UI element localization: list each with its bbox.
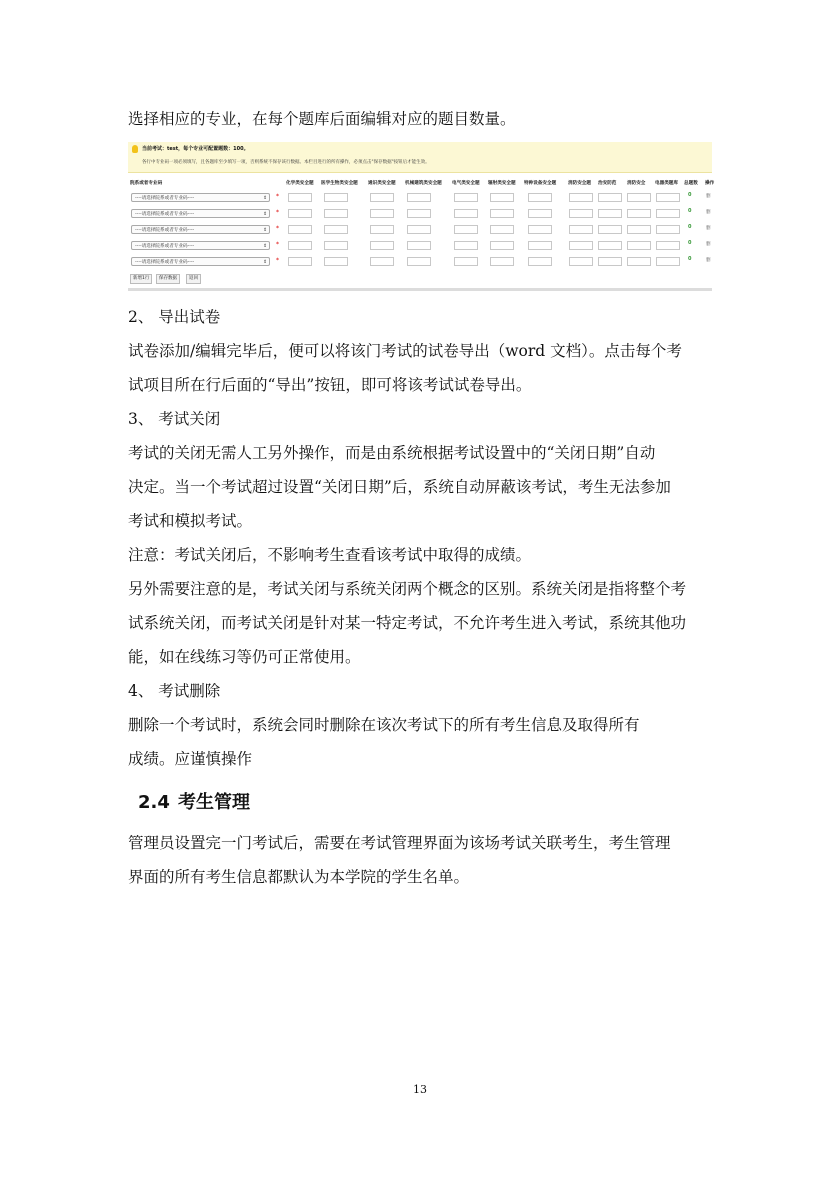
row-total: 0: [688, 192, 692, 198]
header-col: 通识类安全题: [368, 181, 396, 186]
note-line: 注意：考试关闭后，不影响考生查看该考试中取得的成绩。: [128, 546, 532, 564]
count-input[interactable]: [324, 193, 348, 202]
table-row: [128, 192, 712, 205]
body-line: 决定。当一个考试超过设置“关闭日期”后，系统自动屏蔽该考试，考生无法参加: [128, 478, 671, 496]
count-input[interactable]: [627, 193, 651, 202]
header-col: 化学类安全题: [286, 181, 314, 186]
header-col: 消防安全: [627, 181, 646, 186]
question-config-screenshot: [128, 142, 715, 291]
count-input[interactable]: [569, 209, 593, 218]
section-heading-student-management: [138, 788, 250, 814]
required-mark: *: [276, 225, 279, 232]
notice-banner: [128, 142, 712, 173]
table-row: [128, 208, 712, 221]
required-mark: *: [276, 209, 279, 216]
count-input[interactable]: [324, 225, 348, 234]
header-col: 操作: [705, 181, 715, 186]
major-select[interactable]: ----请选择院系或者专业码---- ⇕: [131, 209, 270, 218]
table-row: [128, 256, 712, 269]
required-mark: *: [276, 257, 279, 264]
count-input[interactable]: [370, 241, 394, 250]
count-input[interactable]: [324, 257, 348, 266]
count-input[interactable]: [627, 209, 651, 218]
body-line: 试项目所在行后面的“导出”按钮，即可将该考试试卷导出。: [128, 376, 532, 394]
table-row: [128, 240, 712, 253]
header-col: 辐射类安全题: [488, 181, 516, 186]
count-input[interactable]: [598, 225, 622, 234]
row-total: 0: [688, 240, 692, 246]
major-select[interactable]: ----请选择院系或者专业码---- ⇕: [131, 225, 270, 234]
count-input[interactable]: [656, 241, 680, 250]
count-input[interactable]: [598, 209, 622, 218]
required-mark: *: [276, 241, 279, 248]
body-line: 考试和模拟考试。: [128, 512, 253, 530]
notice-line-1: 当前考试：test，每个专业可配置题数：100。: [142, 146, 249, 152]
count-input[interactable]: [656, 225, 680, 234]
count-input[interactable]: [370, 225, 394, 234]
section-title: 考生管理: [178, 792, 250, 813]
section-heading-export: 2、 导出试卷: [128, 308, 221, 326]
count-input[interactable]: [569, 225, 593, 234]
save-data-button[interactable]: 保存数据: [156, 274, 180, 284]
count-input[interactable]: [370, 209, 394, 218]
header-col: 电气类安全题: [452, 181, 480, 186]
body-line: 删除一个考试时，系统会同时删除在该次考试下的所有考生信息及取得所有: [128, 716, 640, 734]
count-input[interactable]: [454, 209, 478, 218]
count-input[interactable]: [656, 193, 680, 202]
count-input[interactable]: [528, 225, 552, 234]
count-input[interactable]: [528, 257, 552, 266]
count-input[interactable]: [288, 209, 312, 218]
count-input[interactable]: [598, 193, 622, 202]
header-major: 院系或者专业码: [130, 181, 163, 186]
count-input[interactable]: [288, 241, 312, 250]
count-input[interactable]: [569, 193, 593, 202]
count-input[interactable]: [288, 193, 312, 202]
header-col: 总题数: [684, 181, 698, 186]
count-input[interactable]: [627, 257, 651, 266]
body-line: 试系统关闭，而考试关闭是针对某一特定考试，不允许考生进入考试，系统其他功: [128, 614, 687, 632]
page-number: 13: [413, 1083, 427, 1096]
body-line: 考试的关闭无需人工另外操作，而是由系统根据考试设置中的“关闭日期”自动: [128, 444, 656, 462]
delete-link[interactable]: 删: [706, 194, 711, 199]
body-line: 试卷添加/编辑完毕后，便可以将该门考试的试卷导出（word 文档）。点击每个考: [128, 342, 682, 360]
body-line: 界面的所有考生信息都默认为本学院的学生名单。: [128, 868, 470, 886]
count-input[interactable]: [407, 225, 431, 234]
row-total: 0: [688, 224, 692, 230]
count-input[interactable]: [454, 193, 478, 202]
body-line: 能，如在线练习等仍可正常使用。: [128, 648, 361, 666]
header-col: 医学生物类安全题: [321, 181, 358, 186]
count-input[interactable]: [627, 225, 651, 234]
add-row-button[interactable]: 新增1行: [130, 274, 152, 284]
count-input[interactable]: [598, 257, 622, 266]
count-input[interactable]: [490, 209, 514, 218]
back-button[interactable]: 返回: [186, 274, 201, 284]
required-mark: *: [276, 193, 279, 200]
count-input[interactable]: [490, 193, 514, 202]
table-row: [128, 224, 712, 237]
count-input[interactable]: [490, 257, 514, 266]
header-col: 消防安全题: [568, 181, 591, 186]
lightbulb-icon: [132, 145, 138, 153]
count-input[interactable]: [490, 241, 514, 250]
intro-paragraph: 选择相应的专业，在每个题库后面编辑对应的题目数量。: [128, 110, 516, 128]
delete-link[interactable]: 删: [706, 210, 711, 215]
header-col: 机械建筑类安全题: [405, 181, 442, 186]
count-input[interactable]: [598, 241, 622, 250]
section-heading-close: 3、 考试关闭: [128, 410, 221, 428]
row-total: 0: [688, 208, 692, 214]
section-heading-delete: 4、 考试删除: [128, 682, 221, 700]
count-input[interactable]: [407, 193, 431, 202]
major-select[interactable]: ----请选择院系或者专业码---- ⇕: [131, 241, 270, 250]
header-col: 特种设备安全题: [524, 181, 557, 186]
row-total: 0: [688, 256, 692, 262]
count-input[interactable]: [528, 209, 552, 218]
count-input[interactable]: [324, 209, 348, 218]
count-input[interactable]: [528, 193, 552, 202]
header-col: 治安防范: [598, 181, 617, 186]
count-input[interactable]: [407, 241, 431, 250]
count-input[interactable]: [528, 241, 552, 250]
delete-link[interactable]: 删: [706, 258, 711, 263]
count-input[interactable]: [490, 225, 514, 234]
body-line: 成绩。应谨慎操作: [128, 750, 253, 768]
count-input[interactable]: [627, 241, 651, 250]
major-select[interactable]: ----请选择院系或者专业码---- ⇕: [131, 193, 270, 202]
major-select[interactable]: ----请选择院系或者专业码---- ⇕: [131, 257, 270, 266]
count-input[interactable]: [370, 257, 394, 266]
count-input[interactable]: [407, 257, 431, 266]
count-input[interactable]: [454, 225, 478, 234]
header-col: 电器类题库: [655, 181, 678, 186]
count-input[interactable]: [454, 257, 478, 266]
delete-link[interactable]: 删: [706, 242, 711, 247]
count-input[interactable]: [454, 241, 478, 250]
count-input[interactable]: [370, 193, 394, 202]
count-input[interactable]: [407, 209, 431, 218]
delete-link[interactable]: 删: [706, 226, 711, 231]
body-line: 另外需要注意的是，考试关闭与系统关闭两个概念的区别。系统关闭是指将整个考: [128, 580, 687, 598]
count-input[interactable]: [324, 241, 348, 250]
count-input[interactable]: [656, 257, 680, 266]
count-input[interactable]: [569, 257, 593, 266]
body-line: 管理员设置完一门考试后，需要在考试管理界面为该场考试关联考生，考生管理: [128, 834, 671, 852]
count-input[interactable]: [288, 257, 312, 266]
count-input[interactable]: [656, 209, 680, 218]
count-input[interactable]: [288, 225, 312, 234]
notice-line-2: 各行中专业码一项必须填写，且各题库至少填写一项，否则系统不保存该行数据。本栏目进行的所有操作，必须点击"保存数据"按钮后才能生效。: [142, 160, 430, 165]
section-number: 2.4: [138, 792, 170, 813]
count-input[interactable]: [569, 241, 593, 250]
